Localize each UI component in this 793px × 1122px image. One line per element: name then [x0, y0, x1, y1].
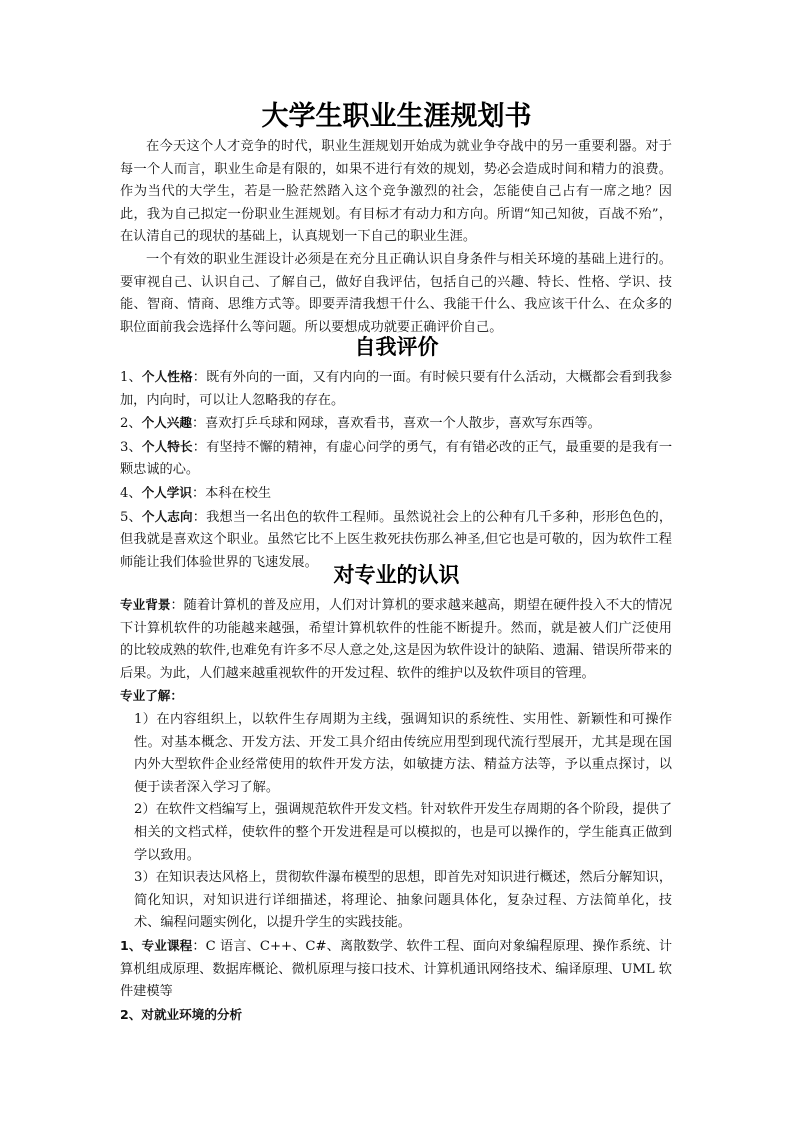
- item-number: 3）: [134, 870, 156, 886]
- major-understand-heading: [120, 685, 672, 709]
- understand-label: 专业了解: [120, 688, 171, 704]
- self-eval-heading: 自我评价: [354, 335, 439, 359]
- item-text: ：有坚持不懈的精神，有虚心问学的勇气，有有错必改的正气，最重要的是我有一颗忠诚的心。: [120, 439, 673, 478]
- major-heading: 对专业的认识: [333, 563, 460, 587]
- understand-colon: ：: [170, 688, 183, 704]
- item-number: 2、: [120, 416, 142, 432]
- background-text: ：随着计算机的普及应用，人们对计算机的要求越来越高，期望在硬件投入不大的情况下计算机软件的功能越来越强，希望计算机软件的性能不断提升。然而，就是被人们广泛使用的比较成熟的软件,也难免有许多不尽人意之处,这是因为软件设计的缺陷、遗漏、错误所带来的后果。为此，人们越来越重视软件的开发过程、软件的维护以及软件项目的管理。: [120, 598, 673, 681]
- courses-text: ：C 语言、C++、C#、离散数学、软件工程、面向对象编程原理、操作系统、计算机组成原理、数据库概论、微机原理与接口技术、计算机通讯网络技术、编译原理、UML 软件建模等: [120, 938, 673, 1000]
- major-courses: [120, 935, 672, 1004]
- item-number: 1）: [134, 711, 157, 727]
- item-text: ：既有外向的一面，又有内向的一面。有时候只要有什么活动，大概都会看到我参加，内向时，可以让人忽略我的存在。: [120, 370, 673, 408]
- major-section: [120, 594, 672, 1027]
- employment-heading: [120, 1004, 672, 1028]
- item-label: 个人志向: [141, 508, 193, 524]
- self-eval-item: [120, 412, 672, 436]
- item-text: 在知识表达风格上，贯彻软件瀑布模型的思想，即首先对知识进行概述，然后分解知识，简化知识，对知识进行详细描述，将理论、抽象问题具体化，复杂过程、方法简单化，技术、编程问题实例化，以提升学生的实践技能。: [134, 870, 673, 931]
- understand-item: [120, 709, 672, 799]
- understand-item: [120, 867, 672, 935]
- item-text: ：我想当一名出色的软件工程师。虽然说社会上的公种有几千多种，形形色色的，但我就是喜欢这个职业。虽然它比不上医生救死扶伤那么神圣,但它也是可敬的，因为软件工程师能让我们体验世界的飞速发展。: [120, 509, 673, 570]
- self-eval-section: [120, 366, 672, 574]
- employment-label: 2、对就业环境的分析: [120, 1006, 243, 1022]
- document-title: 大学生职业生涯规划书: [261, 101, 532, 132]
- background-label: 专业背景: [120, 597, 171, 612]
- self-eval-item: [120, 436, 672, 482]
- self-eval-item: [120, 366, 672, 412]
- intro-section: [120, 136, 672, 339]
- intro-paragraph-1: 在今天这个人才竞争的时代，职业生涯规划开始成为就业争夺战中的另一重要利器。对于每一个人而言，职业生命是有限的，如果不进行有效的规划，势必会造成时间和精力的浪费。作为当代的大学生，若是一脸茫然踏入这个竞争激烈的社会，怎能使自己占有一席之地？因此，我为自己拟定一份职业生涯规划。有目标才有动力和方向。所谓“知己知彼，百战不殆”，在认清自己的现状的基础上，认真规划一下自己的职业生涯。: [120, 139, 672, 245]
- item-label: 个人特长: [141, 438, 193, 454]
- intro-paragraph-2: 一个有效的职业生涯设计必须是在充分且正确认识自身条件与相关环境的基础上进行的。要审视自己、认识自己、了解自己，做好自我评估，包括自己的兴趣、特长、性格、学识、技能、智商、情商、思维方式等。即要弄清我想干什么、我能干什么、我应该干什么、在众多的职位面前我会选择什么等问题。所以要想成功就要正确评价自己。: [120, 251, 672, 335]
- item-text: ：喜欢打乒乓球和网球，喜欢看书，喜欢一个人散步，喜欢写东西等。: [191, 416, 601, 432]
- item-number: 2）: [134, 802, 156, 818]
- understand-item: [120, 799, 672, 867]
- item-label: 个人兴趣: [141, 415, 192, 431]
- item-number: 3、: [120, 439, 142, 455]
- item-text: ：本科在校生: [191, 485, 272, 501]
- item-text: 在软件文档编写上，强调规范软件开发文档。针对软件开发生存周期的各个阶段，提供了相关的文档式样，使软件的整个开发进程是可以模拟的，也是可以操作的，学生能真正做到学以致用。: [134, 802, 673, 863]
- item-label: 个人学识: [141, 484, 192, 500]
- item-number: 5、: [120, 509, 142, 525]
- item-number: 4、: [120, 485, 142, 501]
- self-eval-item: [120, 482, 672, 506]
- item-label: 个人性格: [141, 369, 193, 384]
- item-number: 1、: [120, 370, 142, 385]
- courses-label: 1、专业课程: [120, 937, 193, 953]
- major-background: [120, 594, 672, 685]
- item-text: 在内容组织上，以软件生存周期为主线，强调知识的系统性、实用性、新颖性和可操作性。对基本概念、开发方法、开发工具介绍由传统应用型到现代流行型展开，尤其是现在国内外大型软件企业经常使用的软件开发方法，如敏捷方法、精益方法等，予以重点探讨，以便于读者深入学习了解。: [134, 711, 673, 795]
